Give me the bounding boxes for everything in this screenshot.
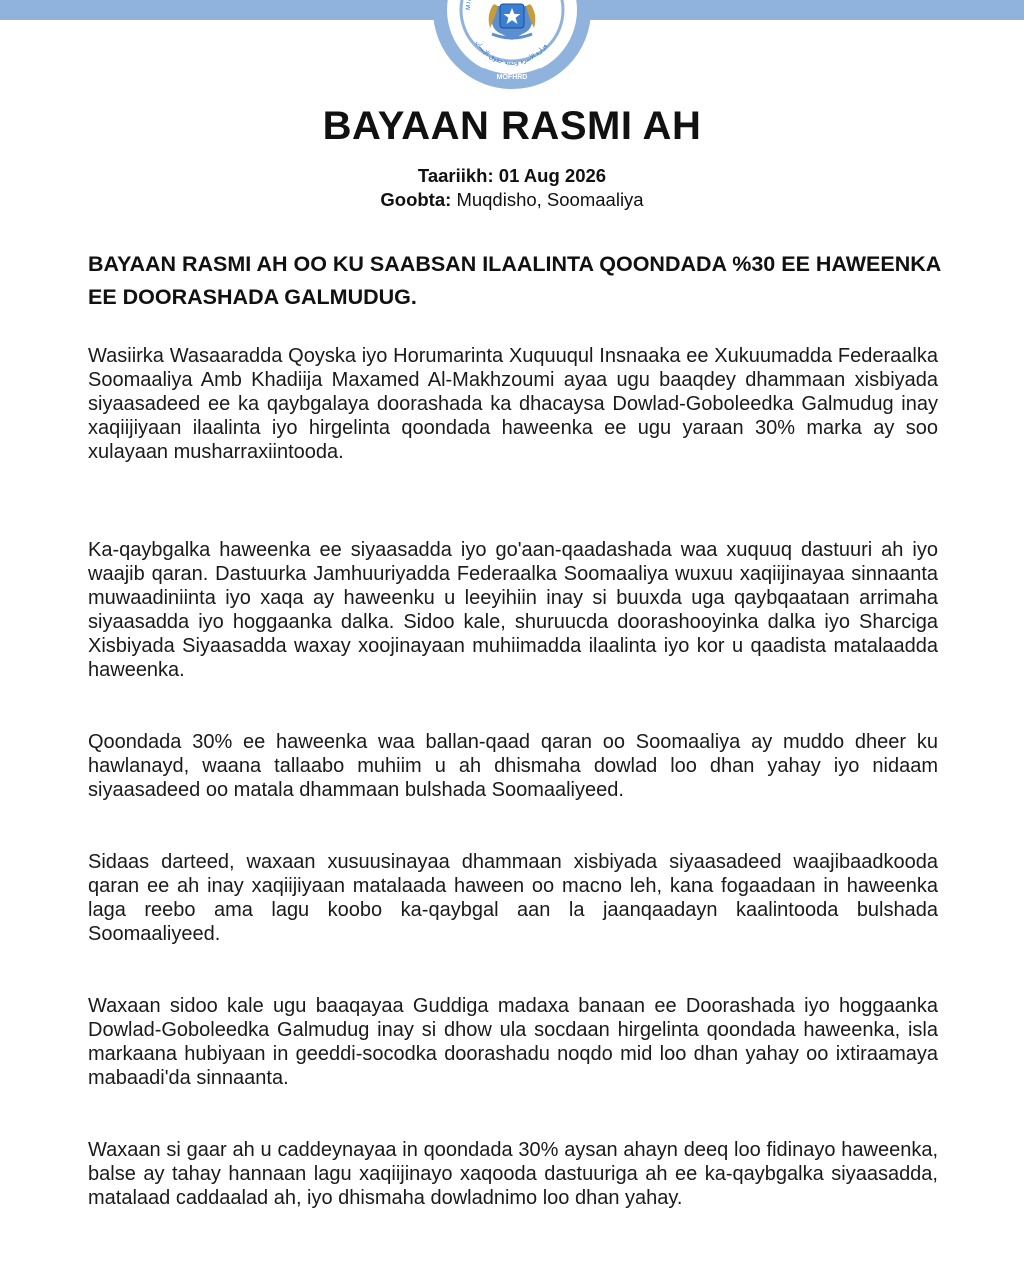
coat-of-arms-emblem	[489, 4, 536, 40]
paragraph: Waxaan si gaar ah u caddeynayaa in qoondada 30% aysan ahayn deeq loo fidinayo haweenka, balse ay tahay hannaan lagu xaqiijinayo xaqooda dastuuriga ah ee ka-qaybgalka siyaasadda, matalaad caddaalad ah, iyo dhismaha dowladnimo loo dhan yahay.	[88, 1139, 938, 1209]
date-line	[0, 164, 1024, 188]
location-value: Muqdisho, Soomaaliya	[456, 189, 644, 210]
statement-headline: BAYAAN RASMI AH OO KU SAABSAN ILAALINTA QOONDADA %30 EE HAWEENKA EE DOORASHADA GALMUDUG.	[88, 252, 941, 309]
seal-inner-text-left: MI	[465, 0, 473, 11]
paragraph: Sidaas darteed, waxaan xusuusinayaa dhammaan xisbiyada siyaasadeed waajibaadkooda qaran ee ah inay xaqiijiyaan matalaada haween oo macno leh, kana fogaadaan in haweenka laga reebo ama lagu koobo ka-qaybgal aan la jaanqaadayn kaalintooda bulshada Soomaaliyeed.	[88, 851, 938, 945]
location-line	[0, 188, 1024, 212]
location-label: Goobta:	[380, 189, 452, 210]
seal-text-somali: W	[446, 0, 457, 11]
date-label: Taariikh:	[417, 165, 494, 186]
paragraph: Qoondada 30% ee haweenka waa ballan-qaad qaran oo Soomaaliya ay muddo dheer ku hawlanayd, waana tallaabo muhiim u ah dhismaha dowlad loo dhan yahay iyo nidaam siyaasadeed oo matala dhammaan bulshada Soomaaliyeed.	[88, 731, 938, 801]
seal-arabic-text: وزارة الأسرة وتنمية حقوق الإنسان	[474, 39, 548, 67]
paragraph: Wasiirka Wasaaradda Qoyska iyo Horumarinta Xuquuqul Insnaaka ee Xukuumadda Federaalka Soomaaliya Amb Khadiija Maxamed Al-Makhzoumi ayaa ugu baaqdey dhammaan xisbiyada siyaasadeed ee ka qaybgalaya doorashada ka dhacaysa Dowlad-Goboleedka Galmudug inay xaqiijiyaan ilaalinta iyo hirgelinta qoondada haweenka ee ugu yaraan 30% marka ay soo xulayaan musharraxiintooda.	[88, 345, 938, 463]
date-value: 01 Aug 2026	[498, 165, 607, 186]
document-meta	[0, 164, 1024, 212]
paragraph: Waxaan sidoo kale ugu baaqayaa Guddiga madaxa banaan ee Doorashada iyo hoggaanka Dowlad-Goboleedka Galmudug inay si dhow ula socdaan hirgelinta qoondada haweenka, isla markaana hubiyaan in geeddi-socodka doorashadu noqdo mid loo dhan yahay oo ixtiraamaya mabaadi'da sinnaanta.	[88, 995, 938, 1089]
ministry-seal-logo	[432, 0, 592, 90]
document-title: BAYAAN RASMI AH	[322, 104, 702, 148]
paragraph: Ka-qaybgalka haweenka ee siyaasadda iyo go'aan-qaadashada waa xuquuq dastuuri ah iyo waajib qaran. Dastuurka Jamhuuriyadda Federaalka Soomaaliya wuxuu xaqiijinayaa sinnaanta muwaadiniinta iyo xaqa ay haweenku u leeyihiin inay si buuxda uga qaybqaataan arrimaha siyaasadda iyo hoggaanka dalka. Sidoo kale, shuruucda doorashooyinka dalka iyo Sharciga Xisbiyada Siyaasadda waxay xoojinayaan muhiimadda ilaalinta iyo kor u qaadista matalaadda haweenka.	[88, 539, 938, 681]
seal-acronym: MOFHRD	[496, 74, 528, 81]
